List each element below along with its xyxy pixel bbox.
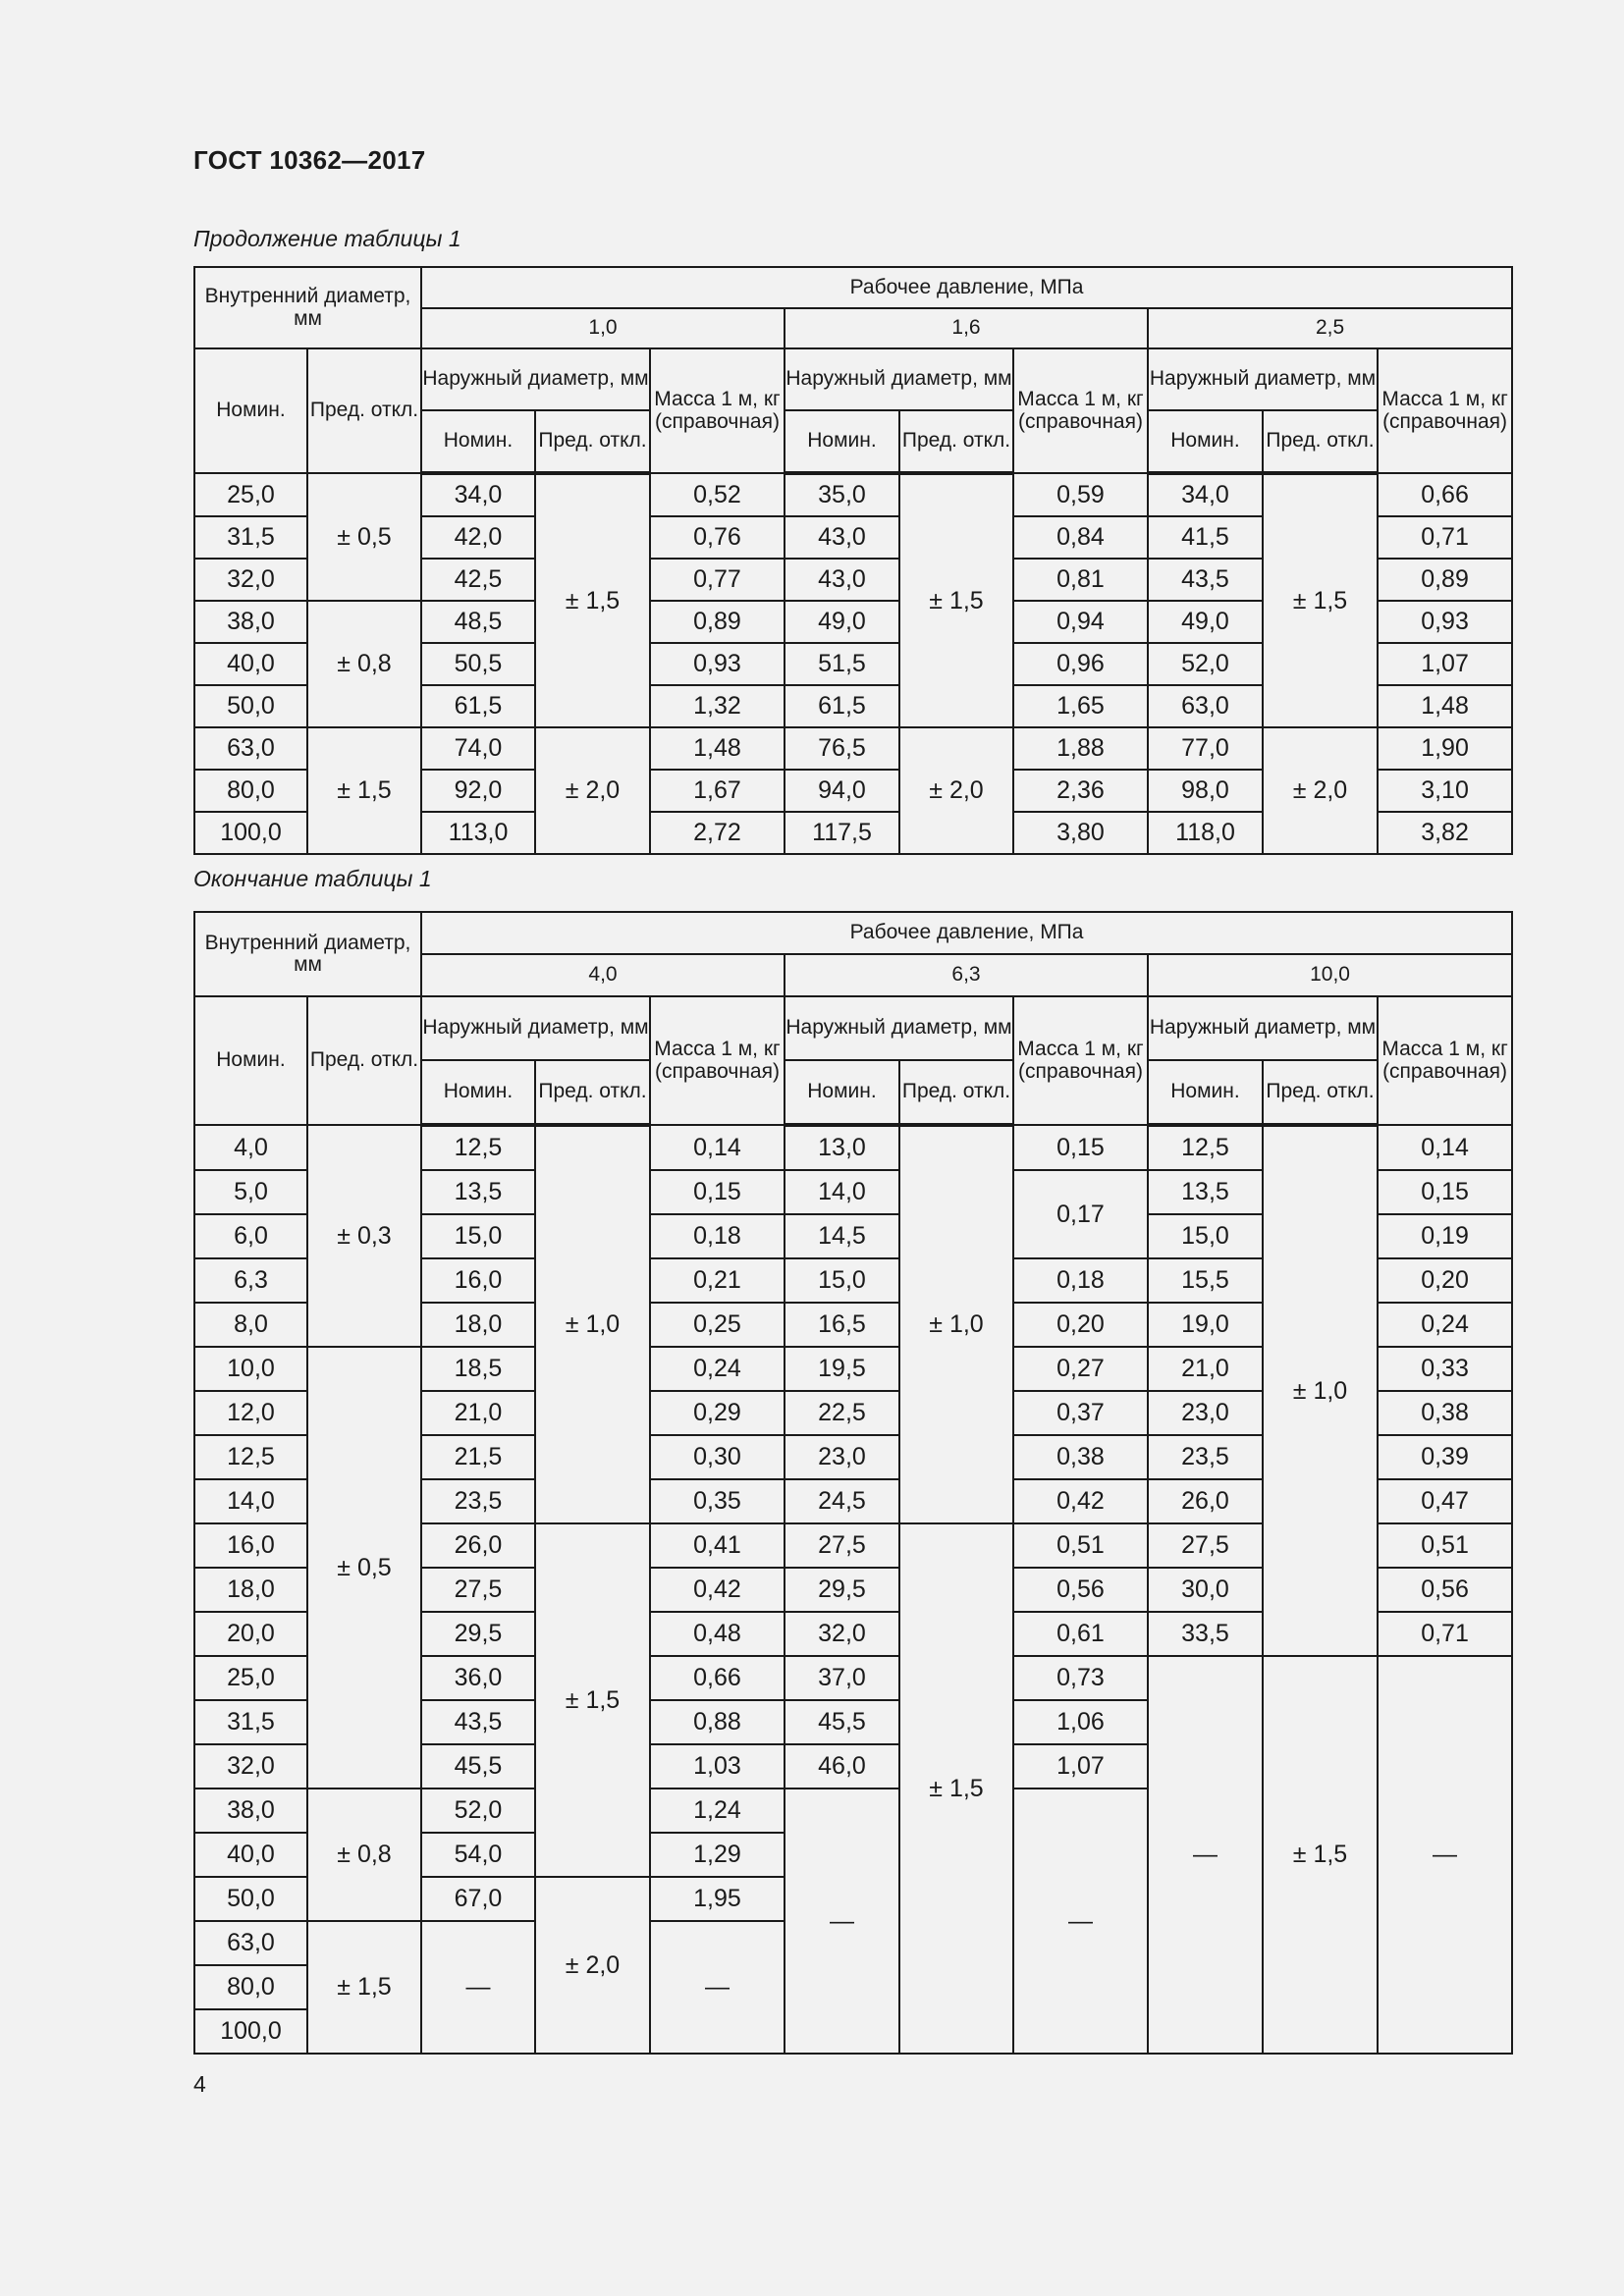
- header-mass: Масса 1 м, кг (справочная): [650, 996, 785, 1125]
- table-cell: 0,17: [1013, 1170, 1148, 1258]
- table-cell: 0,41: [650, 1523, 785, 1568]
- header-nominal: Номин.: [421, 1060, 535, 1125]
- table-cell: 42,0: [421, 516, 535, 559]
- table-cell: 29,5: [421, 1612, 535, 1656]
- header-deviation: Пред. откл.: [535, 410, 650, 473]
- table-cell: 80,0: [194, 770, 307, 812]
- table-cell: 0,56: [1013, 1568, 1148, 1612]
- table-cell: ± 2,0: [535, 1877, 650, 2054]
- table-cell: 23,0: [785, 1435, 899, 1479]
- table-cell: 10,0: [194, 1347, 307, 1391]
- table-cell: 0,21: [650, 1258, 785, 1303]
- table-cell: 29,5: [785, 1568, 899, 1612]
- table-cell: 30,0: [1148, 1568, 1263, 1612]
- table-cell: —: [1378, 1656, 1512, 2054]
- table-cell: 22,5: [785, 1391, 899, 1435]
- header-pressure-value: 1,0: [421, 308, 785, 348]
- table-cell: 48,5: [421, 601, 535, 643]
- table-cell: ± 1,5: [307, 1921, 421, 2054]
- table-cell: 0,96: [1013, 643, 1148, 685]
- table-cell: ± 1,5: [899, 1523, 1013, 2054]
- table-cell: 94,0: [785, 770, 899, 812]
- table-cell: 0,14: [1378, 1125, 1512, 1170]
- table-cell: 92,0: [421, 770, 535, 812]
- table-cell: 0,81: [1013, 559, 1148, 601]
- table-cell: 0,73: [1013, 1656, 1148, 1700]
- table-cell: 50,5: [421, 643, 535, 685]
- table-cell: 12,5: [194, 1435, 307, 1479]
- table-cell: 16,0: [194, 1523, 307, 1568]
- table-cell: ± 0,3: [307, 1125, 421, 1347]
- header-mass: Масса 1 м, кг (справочная): [1378, 348, 1512, 473]
- table-cell: 61,5: [785, 685, 899, 727]
- table-cell: 26,0: [1148, 1479, 1263, 1523]
- table-cell: —: [785, 1789, 899, 2054]
- table-cell: 23,5: [1148, 1435, 1263, 1479]
- header-deviation: Пред. откл.: [307, 348, 421, 473]
- header-nominal: Номин.: [194, 348, 307, 473]
- table-cell: 0,39: [1378, 1435, 1512, 1479]
- table-cell: 117,5: [785, 812, 899, 854]
- table-cell: 31,5: [194, 1700, 307, 1744]
- header-pressure-value: 10,0: [1148, 954, 1512, 996]
- table-cell: 0,18: [1013, 1258, 1148, 1303]
- header-pressure-value: 6,3: [785, 954, 1148, 996]
- table-cell: 0,88: [650, 1700, 785, 1744]
- table-cell: 35,0: [785, 473, 899, 516]
- table-cell: 40,0: [194, 643, 307, 685]
- table-cell: 21,5: [421, 1435, 535, 1479]
- table-cell: 19,0: [1148, 1303, 1263, 1347]
- table-cell: 0,93: [1378, 601, 1512, 643]
- header-outer-diameter: Наружный диаметр, мм: [785, 996, 1013, 1060]
- table-row: [194, 727, 1512, 770]
- table-cell: 0,71: [1378, 1612, 1512, 1656]
- table-cell: 0,33: [1378, 1347, 1512, 1391]
- table-cell: 0,15: [1378, 1170, 1512, 1214]
- table-cell: 77,0: [1148, 727, 1263, 770]
- table-cell: 49,0: [1148, 601, 1263, 643]
- header-outer-diameter: Наружный диаметр, мм: [1148, 996, 1378, 1060]
- table-cell: 113,0: [421, 812, 535, 854]
- table-cell: 32,0: [194, 1744, 307, 1789]
- table-cell: ± 2,0: [1263, 727, 1378, 854]
- table-cell: 63,0: [194, 1921, 307, 1965]
- table-cell: ± 1,5: [1263, 473, 1378, 727]
- table-cell: 6,0: [194, 1214, 307, 1258]
- table-cell: 63,0: [194, 727, 307, 770]
- table-cell: 76,5: [785, 727, 899, 770]
- header-working-pressure: Рабочее давление, МПа: [421, 267, 1512, 308]
- header-nominal: Номин.: [194, 996, 307, 1125]
- table-cell: 0,48: [650, 1612, 785, 1656]
- table-caption-continuation: Продолжение таблицы 1: [193, 226, 461, 251]
- table-cell: 63,0: [1148, 685, 1263, 727]
- table-cell: 8,0: [194, 1303, 307, 1347]
- table-cell: ± 0,5: [307, 1347, 421, 1789]
- table-cell: 0,25: [650, 1303, 785, 1347]
- table-cell: ± 1,5: [1263, 1656, 1378, 2054]
- table-cell: —: [1013, 1789, 1148, 2054]
- table-cell: 27,5: [785, 1523, 899, 1568]
- table-cell: 21,0: [1148, 1347, 1263, 1391]
- table-cell: 52,0: [421, 1789, 535, 1833]
- table-cell: —: [650, 1921, 785, 2054]
- table-cell: 54,0: [421, 1833, 535, 1877]
- table-cell: 34,0: [421, 473, 535, 516]
- table-cell: 0,42: [1013, 1479, 1148, 1523]
- table-cell: 18,0: [194, 1568, 307, 1612]
- table-cell: 118,0: [1148, 812, 1263, 854]
- table-cell: 42,5: [421, 559, 535, 601]
- table-cell: ± 1,5: [535, 473, 650, 727]
- table-cell: 0,89: [1378, 559, 1512, 601]
- table-cell: 98,0: [1148, 770, 1263, 812]
- table-cell: 12,5: [1148, 1125, 1263, 1170]
- table-cell: ± 1,0: [535, 1125, 650, 1523]
- table-cell: 6,3: [194, 1258, 307, 1303]
- table-cell: 0,71: [1378, 516, 1512, 559]
- table-cell: 32,0: [194, 559, 307, 601]
- table-cell: 34,0: [1148, 473, 1263, 516]
- table-cell: ± 0,5: [307, 473, 421, 601]
- table-cell: 61,5: [421, 685, 535, 727]
- table-cell: 80,0: [194, 1965, 307, 2009]
- header-mass: Масса 1 м, кг (справочная): [1013, 996, 1148, 1125]
- table-cell: 0,59: [1013, 473, 1148, 516]
- table-cell: ± 1,5: [307, 727, 421, 854]
- table-cell: 43,5: [421, 1700, 535, 1744]
- header-deviation: Пред. откл.: [899, 410, 1013, 473]
- table-cell: ± 0,8: [307, 601, 421, 727]
- table-cell: —: [421, 1921, 535, 2054]
- table-cell: ± 1,5: [899, 473, 1013, 727]
- table-cell: 18,5: [421, 1347, 535, 1391]
- header-pressure-value: 1,6: [785, 308, 1148, 348]
- table-cell: 0,52: [650, 473, 785, 516]
- table-cell: 15,0: [1148, 1214, 1263, 1258]
- header-nominal: Номин.: [1148, 1060, 1263, 1125]
- table-cell: 50,0: [194, 685, 307, 727]
- table-cell: 0,15: [1013, 1125, 1148, 1170]
- table-cell: 16,5: [785, 1303, 899, 1347]
- table-cell: 40,0: [194, 1833, 307, 1877]
- table-cell: 45,5: [421, 1744, 535, 1789]
- table-cell: 2,36: [1013, 770, 1148, 812]
- table-cell: 46,0: [785, 1744, 899, 1789]
- table-cell: 0,24: [1378, 1303, 1512, 1347]
- table-cell: 0,20: [1378, 1258, 1512, 1303]
- table-cell: 1,32: [650, 685, 785, 727]
- table-cell: 0,42: [650, 1568, 785, 1612]
- table-cell: 2,72: [650, 812, 785, 854]
- table-cell: 15,0: [421, 1214, 535, 1258]
- table-cell: 5,0: [194, 1170, 307, 1214]
- table-cell: 1,48: [650, 727, 785, 770]
- table-cell: 74,0: [421, 727, 535, 770]
- table-cell: 23,0: [1148, 1391, 1263, 1435]
- table-cell: 0,15: [650, 1170, 785, 1214]
- header-nominal: Номин.: [421, 410, 535, 473]
- table-cell: 25,0: [194, 473, 307, 516]
- table-cell: 0,51: [1378, 1523, 1512, 1568]
- table-cell: 27,5: [1148, 1523, 1263, 1568]
- table-cell: 23,5: [421, 1479, 535, 1523]
- table-cell: 0,24: [650, 1347, 785, 1391]
- header-nominal: Номин.: [1148, 410, 1263, 473]
- table-cell: 1,88: [1013, 727, 1148, 770]
- header-pressure-value: 2,5: [1148, 308, 1512, 348]
- table-cell: 0,30: [650, 1435, 785, 1479]
- table-cell: 12,0: [194, 1391, 307, 1435]
- table-cell: 0,84: [1013, 516, 1148, 559]
- table-cell: 32,0: [785, 1612, 899, 1656]
- table-cell: 0,66: [1378, 473, 1512, 516]
- document-code: ГОСТ 10362—2017: [193, 145, 426, 175]
- table-cell: 18,0: [421, 1303, 535, 1347]
- header-deviation: Пред. откл.: [307, 996, 421, 1125]
- header-deviation: Пред. откл.: [899, 1060, 1013, 1125]
- table-cell: 14,5: [785, 1214, 899, 1258]
- table-cell: 1,48: [1378, 685, 1512, 727]
- header-outer-diameter: Наружный диаметр, мм: [421, 348, 650, 410]
- table-cell: 1,06: [1013, 1700, 1148, 1744]
- table-cell: 41,5: [1148, 516, 1263, 559]
- table-cell: 0,35: [650, 1479, 785, 1523]
- table-cell: 67,0: [421, 1877, 535, 1921]
- table-cell: 0,37: [1013, 1391, 1148, 1435]
- table-cell: 0,89: [650, 601, 785, 643]
- table-cell: 0,47: [1378, 1479, 1512, 1523]
- table-cell: 0,94: [1013, 601, 1148, 643]
- table-cell: 0,29: [650, 1391, 785, 1435]
- table-cell: 26,0: [421, 1523, 535, 1568]
- pipe-dimensions-table-continuation: [193, 266, 1513, 855]
- table-cell: 27,5: [421, 1568, 535, 1612]
- table-cell: —: [1148, 1656, 1263, 2054]
- table-cell: 43,0: [785, 559, 899, 601]
- table-cell: 0,38: [1378, 1391, 1512, 1435]
- table-cell: 0,51: [1013, 1523, 1148, 1568]
- table-cell: 21,0: [421, 1391, 535, 1435]
- table-cell: 13,5: [421, 1170, 535, 1214]
- table-cell: 49,0: [785, 601, 899, 643]
- header-deviation: Пред. откл.: [1263, 1060, 1378, 1125]
- table-cell: 1,07: [1013, 1744, 1148, 1789]
- table-cell: 15,5: [1148, 1258, 1263, 1303]
- table-cell: 100,0: [194, 812, 307, 854]
- table-cell: 43,0: [785, 516, 899, 559]
- table-cell: 0,27: [1013, 1347, 1148, 1391]
- table-cell: 1,90: [1378, 727, 1512, 770]
- table-cell: 100,0: [194, 2009, 307, 2054]
- table-cell: 12,5: [421, 1125, 535, 1170]
- table-row: [194, 1125, 1512, 1170]
- header-working-pressure: Рабочее давление, МПа: [421, 912, 1512, 954]
- table-cell: 31,5: [194, 516, 307, 559]
- table-cell: 24,5: [785, 1479, 899, 1523]
- header-inner-diameter: Внутренний диаметр, мм: [194, 267, 421, 348]
- table-cell: 1,67: [650, 770, 785, 812]
- table-cell: 3,10: [1378, 770, 1512, 812]
- header-deviation: Пред. откл.: [1263, 410, 1378, 473]
- table-cell: 36,0: [421, 1656, 535, 1700]
- table-cell: 13,5: [1148, 1170, 1263, 1214]
- table-cell: 33,5: [1148, 1612, 1263, 1656]
- header-nominal: Номин.: [785, 410, 899, 473]
- table-cell: 37,0: [785, 1656, 899, 1700]
- table-caption-end: Окончание таблицы 1: [193, 866, 432, 891]
- header-mass: Масса 1 м, кг (справочная): [1378, 996, 1512, 1125]
- table-cell: 0,56: [1378, 1568, 1512, 1612]
- table-cell: 15,0: [785, 1258, 899, 1303]
- table-cell: 25,0: [194, 1656, 307, 1700]
- page-number: 4: [193, 2071, 206, 2097]
- header-deviation: Пред. откл.: [535, 1060, 650, 1125]
- table-cell: ± 2,0: [535, 727, 650, 854]
- table-cell: 52,0: [1148, 643, 1263, 685]
- table-cell: 1,03: [650, 1744, 785, 1789]
- table-cell: ± 1,5: [535, 1523, 650, 1877]
- table-cell: 1,65: [1013, 685, 1148, 727]
- table-cell: 0,18: [650, 1214, 785, 1258]
- table-cell: 14,0: [785, 1170, 899, 1214]
- table-row: [194, 473, 1512, 516]
- table-cell: 38,0: [194, 601, 307, 643]
- table-cell: 0,38: [1013, 1435, 1148, 1479]
- table-cell: 0,77: [650, 559, 785, 601]
- table-cell: 1,07: [1378, 643, 1512, 685]
- table-cell: 0,76: [650, 516, 785, 559]
- header-outer-diameter: Наружный диаметр, мм: [421, 996, 650, 1060]
- header-inner-diameter: Внутренний диаметр, мм: [194, 912, 421, 996]
- table-cell: ± 1,0: [1263, 1125, 1378, 1656]
- table-cell: 1,95: [650, 1877, 785, 1921]
- table-cell: 13,0: [785, 1125, 899, 1170]
- table-cell: 51,5: [785, 643, 899, 685]
- header-nominal: Номин.: [785, 1060, 899, 1125]
- header-outer-diameter: Наружный диаметр, мм: [785, 348, 1013, 410]
- table-cell: 0,93: [650, 643, 785, 685]
- table-cell: 3,82: [1378, 812, 1512, 854]
- header-mass: Масса 1 м, кг (справочная): [1013, 348, 1148, 473]
- table-cell: 4,0: [194, 1125, 307, 1170]
- table-cell: 19,5: [785, 1347, 899, 1391]
- table-cell: 38,0: [194, 1789, 307, 1833]
- table-cell: 20,0: [194, 1612, 307, 1656]
- header-outer-diameter: Наружный диаметр, мм: [1148, 348, 1378, 410]
- table-cell: 0,14: [650, 1125, 785, 1170]
- table-cell: 43,5: [1148, 559, 1263, 601]
- table-cell: 0,61: [1013, 1612, 1148, 1656]
- table-cell: 3,80: [1013, 812, 1148, 854]
- table-cell: 0,66: [650, 1656, 785, 1700]
- table-cell: ± 1,0: [899, 1125, 1013, 1523]
- pipe-dimensions-table-end: [193, 911, 1513, 2055]
- table-cell: 0,20: [1013, 1303, 1148, 1347]
- table-cell: ± 2,0: [899, 727, 1013, 854]
- table-cell: 1,29: [650, 1833, 785, 1877]
- table-cell: 1,24: [650, 1789, 785, 1833]
- table-cell: 45,5: [785, 1700, 899, 1744]
- table-cell: 14,0: [194, 1479, 307, 1523]
- table-cell: 50,0: [194, 1877, 307, 1921]
- table-cell: 16,0: [421, 1258, 535, 1303]
- header-pressure-value: 4,0: [421, 954, 785, 996]
- table-cell: 0,19: [1378, 1214, 1512, 1258]
- table-cell: ± 0,8: [307, 1789, 421, 1921]
- header-mass: Масса 1 м, кг (справочная): [650, 348, 785, 473]
